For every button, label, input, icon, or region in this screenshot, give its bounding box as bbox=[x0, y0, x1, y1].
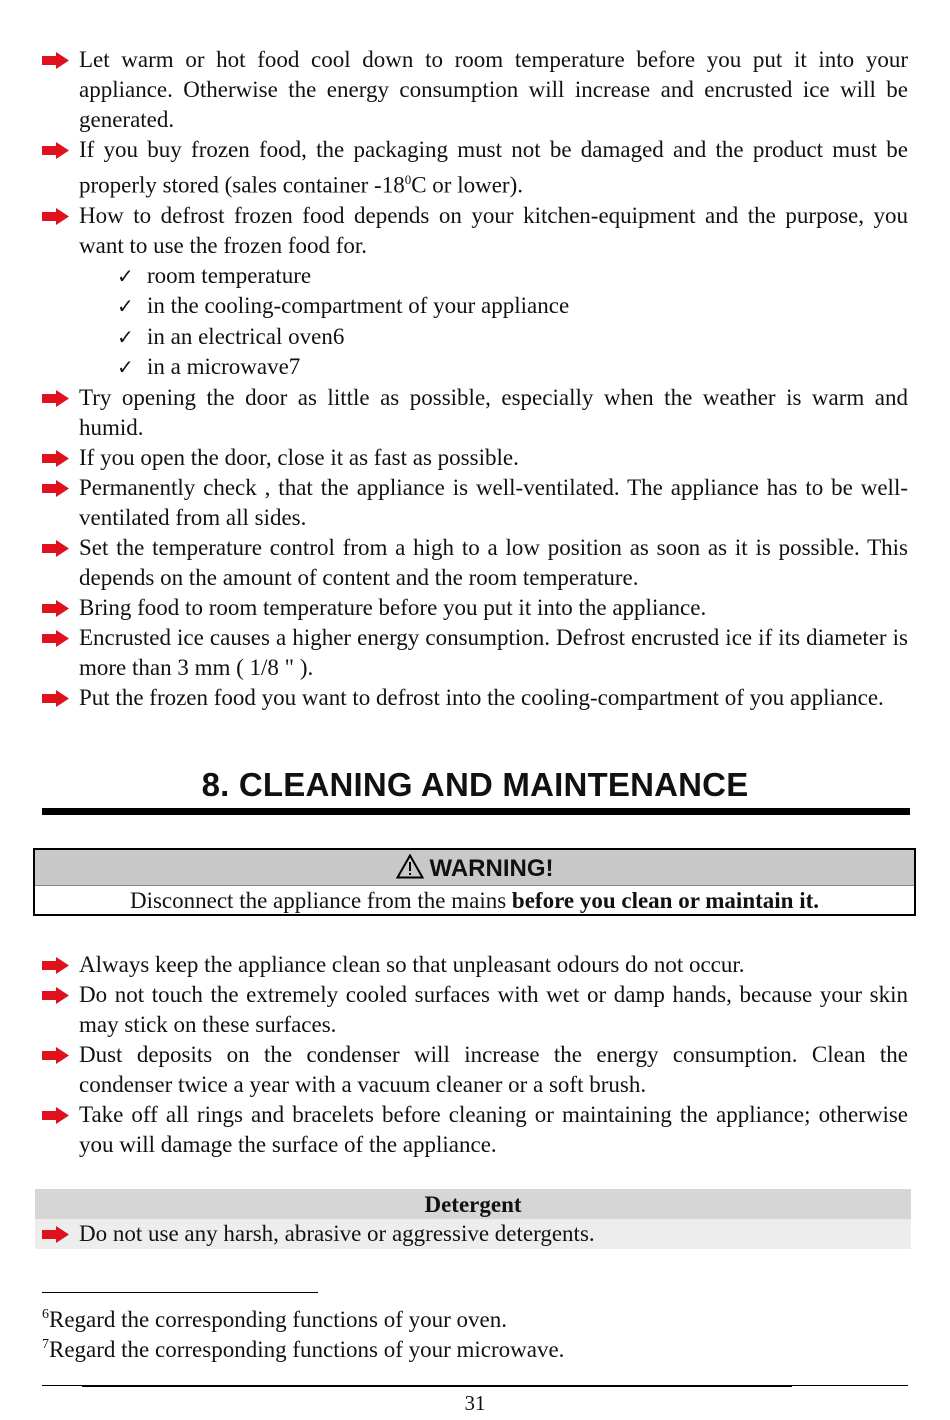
list-item: If you open the door, close it as fast as possible. bbox=[42, 443, 908, 473]
red-arrow-icon bbox=[42, 690, 70, 707]
energy-tips-list bbox=[42, 45, 908, 713]
warning-box bbox=[33, 848, 916, 916]
list-item: Encrusted ice causes a higher energy consumption. Defrost encrusted ice if its diameter is more than 3 mm ( 1/8 " ). bbox=[42, 623, 908, 683]
list-item: Set the temperature control from a high to a low position as soon as it is possible. This depends on the amount of content and the room temperature. bbox=[42, 533, 908, 593]
detergent-heading: Detergent bbox=[35, 1189, 911, 1219]
footnote-rule bbox=[42, 1292, 318, 1293]
list-item: ✓ in an electrical oven6 bbox=[117, 322, 908, 353]
red-arrow-icon bbox=[42, 1226, 70, 1243]
red-arrow-icon bbox=[42, 390, 70, 407]
warning-triangle-icon bbox=[396, 853, 424, 890]
red-arrow-icon bbox=[42, 540, 70, 557]
warning-text: Disconnect the appliance from the mains before you clean or maintain it. bbox=[129, 888, 819, 913]
list-item: Bring food to room temperature before you put it into the appliance. bbox=[42, 593, 908, 623]
red-arrow-icon bbox=[42, 52, 70, 69]
list-item: Always keep the appliance clean so that unpleasant odours do not occur. bbox=[42, 950, 908, 980]
list-item: Put the frozen food you want to defrost into the cooling-compartment of you appliance. bbox=[42, 683, 908, 713]
footer-rule-thick bbox=[82, 1385, 792, 1387]
heading-rule bbox=[42, 808, 910, 815]
list-item: ✓ in a microwave7 bbox=[117, 352, 908, 383]
list-item bbox=[42, 45, 908, 135]
section-title: 8. CLEANING AND MAINTENANCE bbox=[201, 766, 749, 803]
list-item bbox=[42, 201, 908, 261]
tip-text: Let warm or hot food cool down to room temperature before you put it into your appliance. Otherwise the energy consumption will increase and encrusted ice will be generated. bbox=[79, 47, 908, 132]
checkmark-icon: ✓ bbox=[117, 294, 134, 319]
checkmark-icon: ✓ bbox=[117, 324, 134, 349]
list-item: ✓ room temperature bbox=[117, 261, 908, 292]
list-item: Take off all rings and bracelets before cleaning or maintaining the appliance; otherwise you will damage the surface of the appliance. bbox=[42, 1100, 908, 1160]
red-arrow-icon bbox=[42, 987, 70, 1004]
checkmark-icon: ✓ bbox=[117, 355, 134, 380]
list-item bbox=[42, 135, 908, 201]
defrost-methods-list bbox=[42, 261, 908, 383]
red-arrow-icon bbox=[42, 142, 70, 159]
degree-superscript: 0 bbox=[404, 172, 412, 187]
warning-bold-text: before you clean or maintain it. bbox=[511, 888, 819, 913]
tip-text: How to defrost frozen food depends on your kitchen-equipment and the purpose, you want to use the frozen food for. bbox=[79, 202, 908, 258]
tip-text: If you buy frozen food, the packaging must not be damaged and the product must be properly stored (sales container -18 bbox=[79, 137, 908, 198]
checkmark-icon: ✓ bbox=[117, 263, 134, 288]
warning-title: WARNING! bbox=[429, 855, 554, 882]
red-arrow-icon bbox=[42, 480, 70, 497]
red-arrow-icon bbox=[42, 1107, 70, 1124]
footnote: $^6$Regard the corresponding functions of your oven. bbox=[42, 1307, 507, 1332]
cleaning-tips-list bbox=[42, 950, 908, 1160]
list-item: Dust deposits on the condenser will increase the energy consumption. Clean the condenser twice a year with a vacuum cleaner or a soft brush. bbox=[42, 1040, 908, 1100]
red-arrow-icon bbox=[42, 1047, 70, 1064]
footnote: $^7$Regard the corresponding functions of your microwave. bbox=[42, 1337, 565, 1362]
list-item: Permanently check , that the appliance is well-ventilated. The appliance has to be well-ventilated from all sides. bbox=[42, 473, 908, 533]
list-item: Try opening the door as little as possible, especially when the weather is warm and humid. bbox=[42, 383, 908, 443]
list-item: ✓ in the cooling-compartment of your appliance bbox=[117, 291, 908, 322]
page-number: 31 bbox=[464, 1391, 486, 1415]
red-arrow-icon bbox=[42, 630, 70, 647]
list-item: Do not use any harsh, abrasive or aggressive detergents. bbox=[42, 1219, 939, 1249]
red-arrow-icon bbox=[42, 208, 70, 225]
warning-header bbox=[35, 850, 914, 886]
detergent-row bbox=[35, 1219, 911, 1249]
red-arrow-icon bbox=[42, 450, 70, 467]
red-arrow-icon bbox=[42, 957, 70, 974]
list-item: Do not touch the extremely cooled surfaces with wet or damp hands, because your skin may stick on these surfaces. bbox=[42, 980, 908, 1040]
red-arrow-icon bbox=[42, 600, 70, 617]
tip-text-end: C or lower). bbox=[411, 172, 523, 198]
